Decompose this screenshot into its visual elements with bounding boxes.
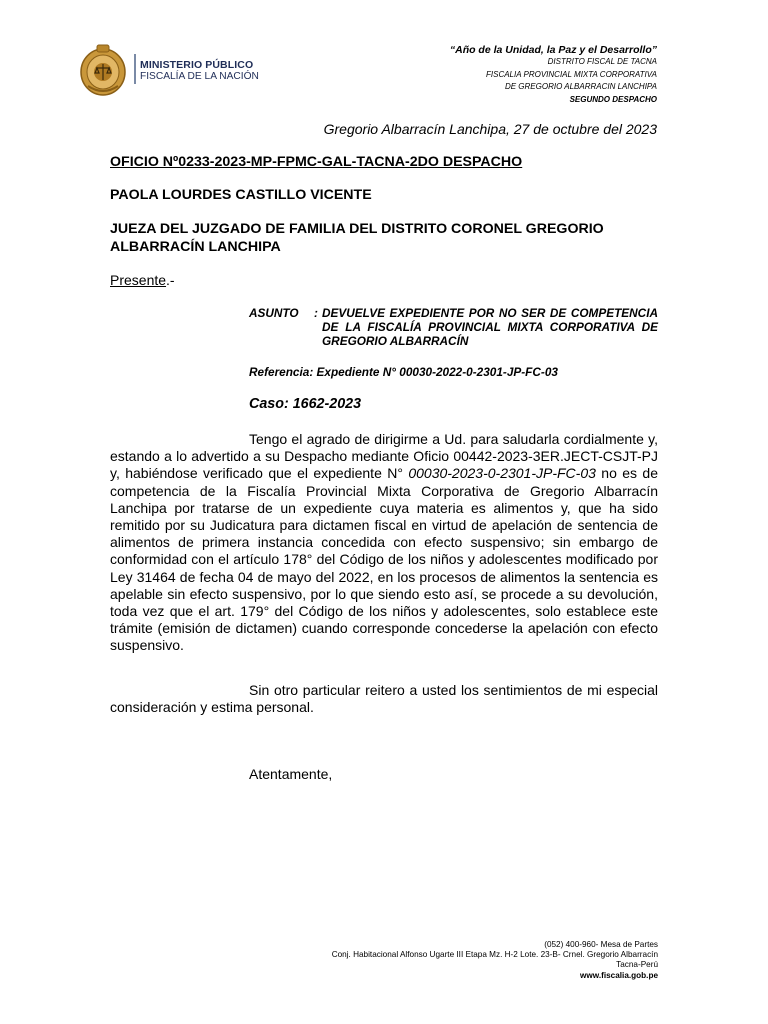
presente-suffix: .- <box>166 272 175 288</box>
asunto-label: ASUNTO <box>249 306 299 320</box>
footer-block <box>332 940 658 981</box>
footer-city: Tacna-Perú <box>616 960 658 970</box>
p1-expediente-number: 00030-2023-0-2301-JP-FC-03 <box>408 465 596 482</box>
footer-phone: (052) 400-960- Mesa de Partes <box>544 940 658 949</box>
office-line-4: SEGUNDO DESPACHO <box>569 94 657 104</box>
asunto-colon: : <box>314 306 318 320</box>
logo-title: MINISTERIO PÚBLICO <box>140 59 254 71</box>
closing-line: Atentamente, <box>249 766 333 782</box>
header-office-block <box>450 44 657 106</box>
presente-line <box>110 272 175 288</box>
logo-divider <box>134 54 136 84</box>
date-line: Gregorio Albarracín Lanchipa, 27 de octubre del 2023 <box>323 121 657 137</box>
ministerio-publico-logo <box>78 42 268 98</box>
body-paragraph-1 <box>110 431 658 655</box>
office-line-3: DE GREGORIO ALBARRACIN LANCHIPA <box>504 82 657 91</box>
seal-icon <box>78 42 128 98</box>
asunto-text: DEVUELVE EXPEDIENTE POR NO SER DE COMPETENCIA DE LA FISCALÍA PROVINCIAL MIXTA CORPORATIVA DE GREGORIO ALBARRACÍN <box>322 306 658 348</box>
addressee-title: JUEZA DEL JUZGADO DE FAMILIA DEL DISTRITO CORONEL GREGORIO ALBARRACÍN LANCHIPA <box>110 221 604 255</box>
p1-text-before: Tengo el agrado de dirigirme a Ud. para saludarla cordialmente y, estando a lo advertido a su Despacho mediante Oficio 00442-2023-3ER.JECT-CSJT-PJ y, habiéndose verificado que el expediente N° <box>110 431 658 482</box>
p1-text-after: no es de competencia de la Fiscalía Provincial Mixta Corporativa de Gregorio Albarracín Lanchipa por tratarse de un expediente cuya materia es alimentos y, que ha sido remitido por su Judicatura para dictamen fiscal en virtud de apelación de sentencia de alimentos de primera instancia concedida con efecto suspensivo; sin embargo de conformidad con el artículo 178° del Código de los niños y adolescentes modificado por Ley 31464 de fecha 04 de mayo del 2022, en los procesos de alimentos la sentencia es apelable sin efecto suspensivo, por lo que siendo esto así, se procede a su devolución, toda vez que el art. 179° del Código de los niños y adolescentes, solo establece este trámite (emisión de dictamen) cuando corresponde concederse la apelación con efecto suspensivo. <box>110 465 658 654</box>
asunto-block <box>249 306 658 348</box>
year-motto: “Año de la Unidad, la Paz y el Desarrollo” <box>449 44 657 56</box>
body-paragraph-2: Sin otro particular reitero a usted los sentimientos de mi especial consideración y estima personal. <box>110 682 658 716</box>
footer-website: www.fiscalia.gob.pe <box>580 970 658 980</box>
addressee-name: PAOLA LOURDES CASTILLO VICENTE <box>110 187 372 203</box>
logo-subtitle: FISCALÍA DE LA NACIÓN <box>140 71 259 82</box>
presente-word: Presente <box>110 272 167 288</box>
footer-address: Conj. Habitacional Alfonso Ugarte III Etapa Mz. H-2 Lote. 23-B- Crnel. Gregorio Albarracín <box>331 950 658 960</box>
office-line-1: DISTRITO FISCAL DE TACNA <box>547 57 657 66</box>
referencia-line: Referencia: Expediente N° 00030-2022-0-2301-JP-FC-03 <box>249 365 558 379</box>
caso-line: Caso: 1662-2023 <box>249 396 362 412</box>
office-line-2: FISCALIA PROVINCIAL MIXTA CORPORATIVA <box>486 69 657 79</box>
oficio-number: OFICIO Nº0233-2023-MP-FPMC-GAL-TACNA-2DO DESPACHO <box>110 154 523 170</box>
